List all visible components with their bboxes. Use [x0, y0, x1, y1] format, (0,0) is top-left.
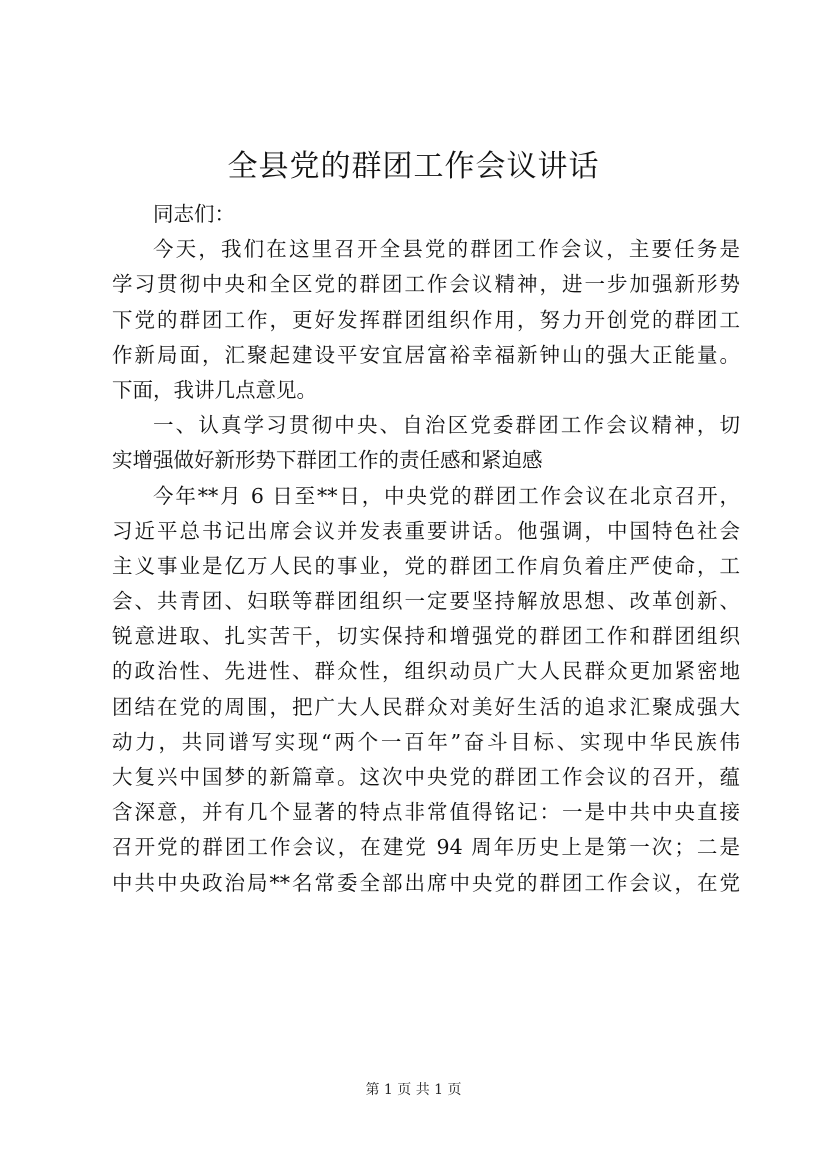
body-text-line: 今天，我们在这里召开全县党的群团工作会议，主要任务是	[153, 237, 740, 262]
body-text-line: 动力，共同谱写实现“两个一百年”奋斗目标、实现中华民族伟	[112, 729, 740, 754]
body-text-line: 学习贯彻中央和全区党的群团工作会议精神，进一步加强新形势	[112, 272, 740, 297]
body-text-line: 锐意进取、扎实苦干，切实保持和增强党的群团工作和群团组织	[112, 624, 740, 649]
body-text-line: 下党的群团工作，更好发挥群团组织作用，努力开创党的群团工	[112, 307, 740, 332]
body-text-line: 同志们：	[153, 202, 235, 226]
body-text-line: 实增强做好新形势下群团工作的责任感和紧迫感	[112, 448, 543, 473]
document-title: 全县党的群团工作会议讲话	[227, 149, 600, 184]
body-text-line: 下面，我讲几点意见。	[112, 377, 317, 402]
body-text-line: 中共中央政治局**名常委全部出席中央党的群团工作会议，在党	[112, 870, 740, 895]
document-body	[112, 197, 740, 901]
body-text-line: 今年**月 6 日至**日，中央党的群团工作会议在北京召开，	[153, 483, 740, 508]
body-text-line: 习近平总书记出席会议并发表重要讲话。他强调，中国特色社会	[112, 518, 740, 543]
body-text-line: 含深意，并有几个显著的特点非常值得铭记：一是中共中央直接	[112, 800, 740, 825]
body-text-line: 一、认真学习贯彻中央、自治区党委群团工作会议精神，切	[153, 413, 740, 438]
body-text-line: 作新局面，汇聚起建设平安宜居富裕幸福新钟山的强大正能量。	[112, 342, 740, 367]
body-text-line: 团结在党的周围，把广大人民群众对美好生活的追求汇聚成强大	[112, 694, 740, 719]
body-text-line: 的政治性、先进性、群众性，组织动员广大人民群众更加紧密地	[112, 659, 740, 684]
body-text-line: 召开党的群团工作会议，在建党 94 周年历史上是第一次；二是	[112, 835, 740, 860]
body-text-line: 大复兴中国梦的新篇章。这次中央党的群团工作会议的召开，蕴	[112, 765, 740, 789]
body-text-line: 会、共青团、妇联等群团组织一定要坚持解放思想、改革创新、	[112, 589, 740, 614]
body-text-line: 主义事业是亿万人民的事业，党的群团工作肩负着庄严使命，工	[112, 553, 740, 578]
page-footer: 第 1 页 共 1 页	[365, 1082, 462, 1098]
